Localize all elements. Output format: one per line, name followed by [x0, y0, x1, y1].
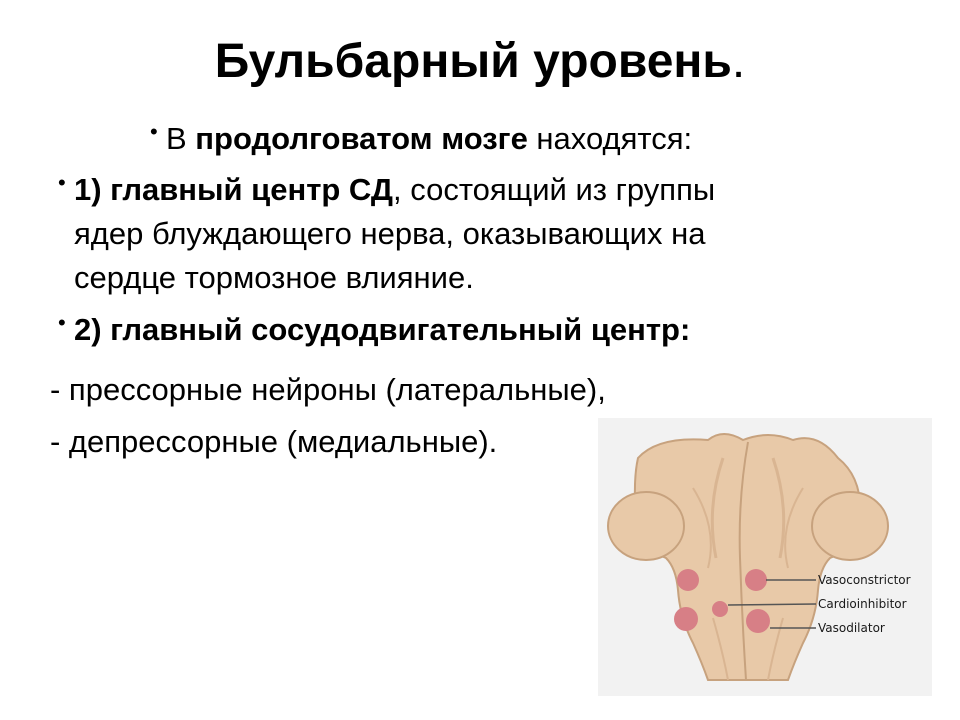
- bullet-vasomotor-center: [58, 308, 918, 352]
- brainstem-illustration: [598, 418, 932, 696]
- bullet-marker: •: [150, 119, 158, 144]
- brainstem-svg: [598, 418, 932, 696]
- depressor-neurons-text: - депрессорные (медиальные).: [50, 424, 498, 459]
- left-lobe: [608, 492, 684, 560]
- bullet-marker: •: [58, 310, 66, 335]
- medulla-intro-text: В: [166, 121, 196, 156]
- vasoconstrictor-label: Vasoconstrictor: [818, 573, 911, 587]
- slide-title: [0, 34, 960, 89]
- vasodilator-spot-left: [674, 607, 698, 631]
- vasoconstrictor-spot-left: [677, 569, 699, 591]
- pressor-neurons-text: - прессорные нейроны (латеральные),: [50, 372, 606, 407]
- medulla-tail-text: находятся:: [527, 121, 693, 156]
- cardio-center-line3: сердце тормозное влияние.: [74, 260, 474, 295]
- slide-title-text: Бульбарный уровень: [214, 35, 732, 88]
- cardio-center-bold: 1) главный центр СД: [74, 172, 393, 207]
- right-lobe: [812, 492, 888, 560]
- vasodilator-spot-right: [746, 609, 770, 633]
- bullet-medulla: [150, 117, 850, 161]
- cardioinhibitor-pointer: [728, 604, 816, 605]
- bullet-marker: •: [58, 170, 66, 195]
- vasodilator-label: Vasodilator: [818, 621, 885, 635]
- cardio-center-line1: , состоящий из группы: [393, 172, 716, 207]
- medulla-bold-text: продолговатом мозге: [195, 121, 528, 156]
- cardioinhibitor-label: Cardioinhibitor: [818, 597, 907, 611]
- vasoconstrictor-spot-right: [745, 569, 767, 591]
- cardioinhibitor-spot: [712, 601, 728, 617]
- cardio-center-line2: ядер блуждающего нерва, оказывающих на: [74, 216, 706, 251]
- slide-title-dot: .: [731, 35, 746, 88]
- vasomotor-center-text: 2) главный сосудодвигательный центр:: [74, 312, 691, 347]
- bullet-cardio-center: [58, 168, 918, 300]
